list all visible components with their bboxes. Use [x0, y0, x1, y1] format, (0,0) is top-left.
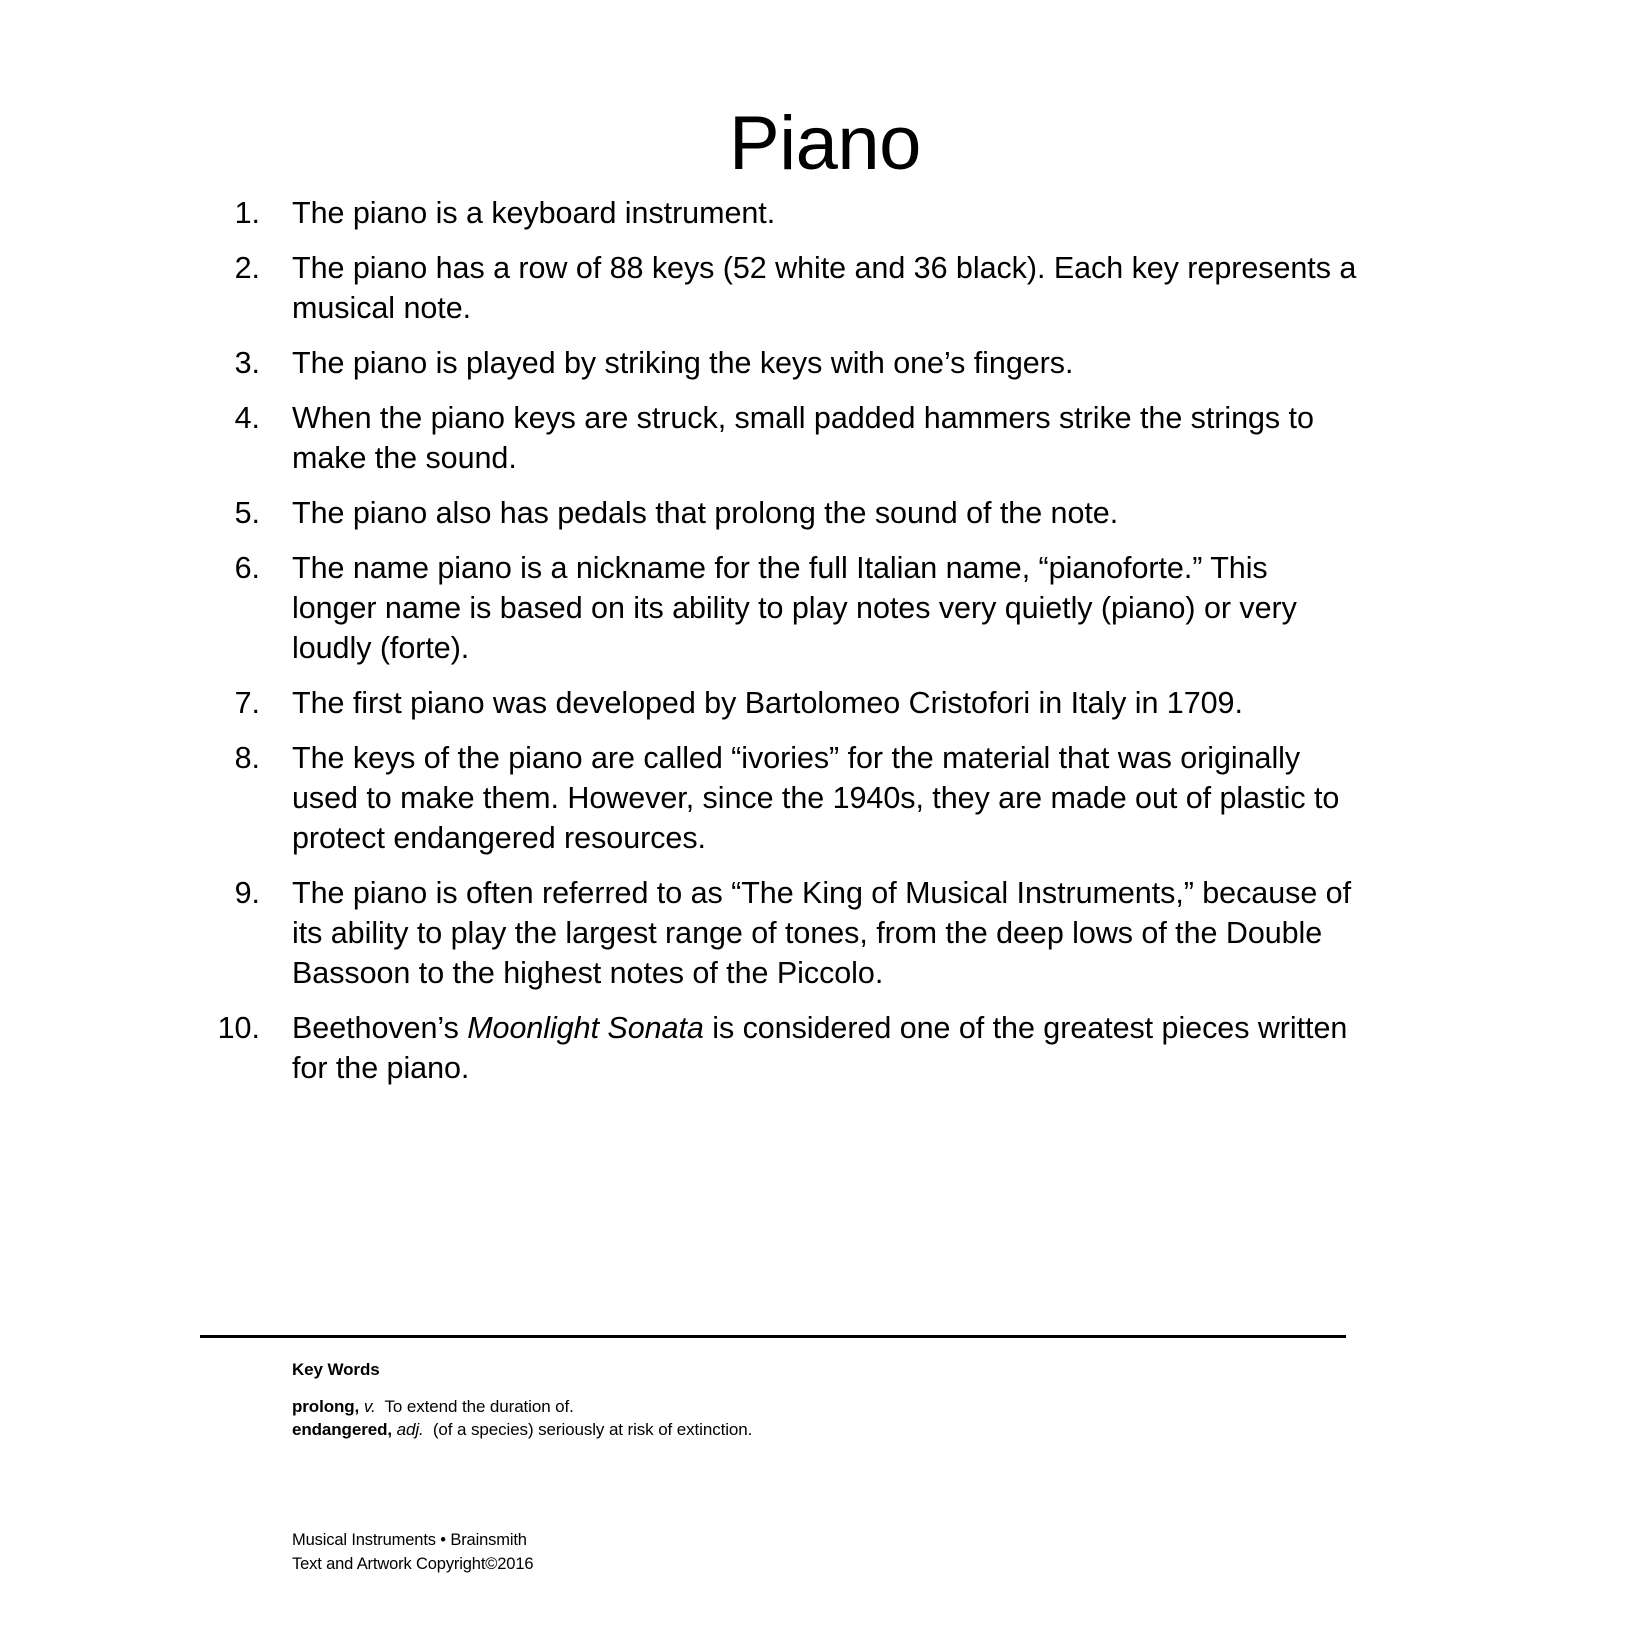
list-item	[200, 548, 1360, 668]
credit-line-series: Musical Instruments • Brainsmith	[292, 1531, 527, 1549]
credit-line-copyright: Text and Artwork Copyright©2016	[292, 1555, 534, 1573]
list-item-number: 6.	[234, 551, 260, 585]
list-item-text-pre: Beethoven’s	[292, 1011, 468, 1045]
key-word-pos: adj.	[396, 1420, 424, 1439]
list-item-number: 3.	[234, 346, 260, 380]
key-word-definition: To extend the duration of.	[384, 1397, 574, 1416]
list-item-text: The first piano was developed by Bartolomeo Cristofori in Italy in 1709.	[292, 686, 1243, 720]
key-word-entry	[292, 1395, 1192, 1418]
list-item-text: The keys of the piano are called “ivories” for the material that was originally used to make them. However, since the 1940s, they are made out of plastic to protect endangered resources.	[292, 741, 1340, 855]
list-item	[200, 193, 1360, 233]
list-item-number: 10.	[217, 1011, 260, 1045]
list-item-text: The piano also has pedals that prolong the sound of the note.	[292, 496, 1119, 530]
list-item	[200, 873, 1360, 993]
list-item-text: The piano is a keyboard instrument.	[292, 196, 776, 230]
list-item-number: 7.	[234, 686, 260, 720]
list-item-text: The name piano is a nickname for the full Italian name, “pianoforte.” This longer name is based on its ability to play notes very quietly (piano) or very loudly (forte).	[292, 551, 1297, 665]
key-words-heading: Key Words	[292, 1360, 380, 1379]
footer-divider	[200, 1335, 1346, 1338]
list-item	[200, 738, 1360, 858]
list-item-text: The piano has a row of 88 keys (52 white and 36 black). Each key represents a musical note.	[292, 251, 1357, 325]
page-title: Piano	[729, 100, 921, 186]
list-item-number: 2.	[234, 251, 260, 285]
list-item	[200, 343, 1360, 383]
list-item	[200, 248, 1360, 328]
list-item	[200, 398, 1360, 478]
list-item-number: 9.	[234, 876, 260, 910]
key-word-term: prolong,	[292, 1397, 360, 1416]
list-item-text	[262, 1008, 1360, 1088]
list-item-number: 5.	[234, 496, 260, 530]
list-item-text: When the piano keys are struck, small padded hammers strike the strings to make the sound.	[292, 401, 1314, 475]
list-item-number: 1.	[234, 196, 260, 230]
key-word-term: endangered,	[292, 1420, 392, 1439]
list-item-text: The piano is often referred to as “The King of Musical Instruments,” because of its ability to play the largest range of tones, from the deep lows of the Double Bassoon to the highest notes of the Piccolo.	[292, 876, 1351, 990]
facts-list	[200, 193, 1360, 1103]
list-item-text-post: is considered one of the greatest pieces written for the piano.	[292, 1011, 1348, 1085]
key-word-definition: (of a species) seriously at risk of extinction.	[432, 1420, 753, 1439]
list-item	[200, 493, 1360, 533]
list-item	[200, 1008, 1360, 1088]
key-words-section	[292, 1358, 1192, 1441]
list-item-text: The piano is played by striking the keys with one’s fingers.	[292, 346, 1074, 380]
list-item-number: 8.	[234, 741, 260, 775]
key-word-pos: v.	[363, 1397, 376, 1416]
copyright-credit	[292, 1528, 533, 1576]
work-title-italic: Moonlight Sonata	[467, 1011, 704, 1045]
key-word-entry	[292, 1418, 1192, 1441]
list-item-number: 4.	[234, 401, 260, 435]
list-item	[200, 683, 1360, 723]
